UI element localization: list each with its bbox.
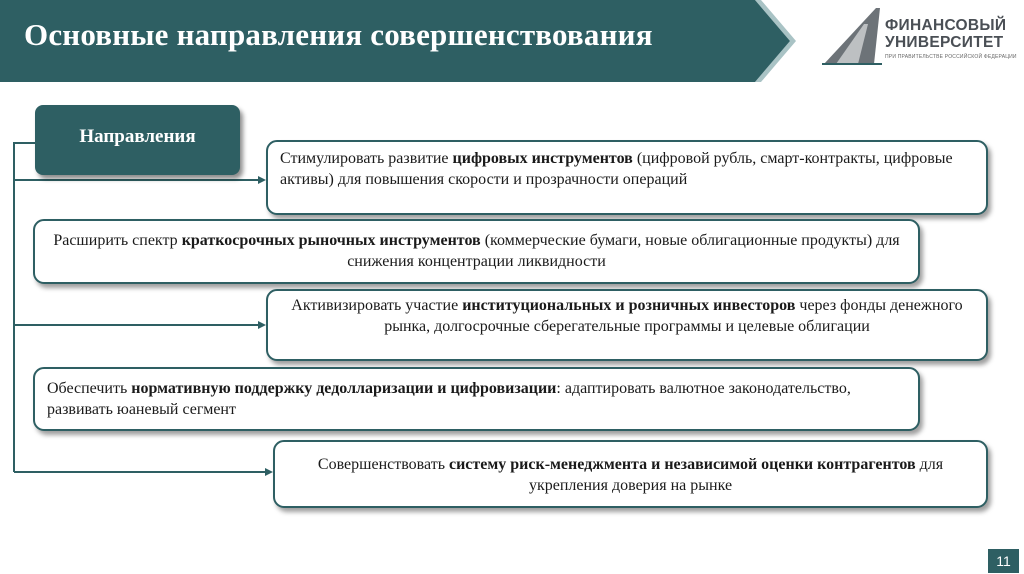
page-title: Основные направления совершенствования bbox=[24, 17, 653, 52]
logo-text-line1: ФИНАНСОВЫЙ bbox=[885, 17, 1007, 34]
card-3-text-post: через фонды денежного рынка, долгосрочные сберегательные программы и целевые облигации bbox=[384, 297, 963, 335]
directions-label: Направления bbox=[35, 105, 240, 175]
page-number: 11 bbox=[988, 549, 1019, 573]
card-5-text-bold: систему риск-менеджмента и независимой оценки контрагентов bbox=[448, 456, 916, 473]
direction-card-2 bbox=[33, 219, 920, 284]
direction-card-3 bbox=[266, 289, 988, 361]
card-3-text-pre: Активизировать участие bbox=[291, 297, 463, 314]
card-4-text-post: : адаптировать валютное законодательство, развивать юаневый сегмент bbox=[47, 380, 851, 418]
card-5-text-post: для укрепления доверия на рынке bbox=[528, 456, 944, 494]
card-5-text-pre: Совершенствовать bbox=[317, 456, 449, 473]
card-2-text-post: (коммерческие бумаги, новые облигационные продукты) для снижения концентрации ликвидности bbox=[347, 232, 900, 270]
card-2-text-pre: Расширить спектр bbox=[53, 232, 182, 249]
card-2-text-bold: краткосрочных рыночных инструментов bbox=[181, 232, 481, 249]
card-4-text-bold: нормативную поддержку дедолларизации и цифровизации bbox=[131, 380, 557, 397]
card-4-text-pre: Обеспечить bbox=[47, 380, 132, 397]
direction-card-1 bbox=[266, 140, 988, 215]
logo-subtitle: ПРИ ПРАВИТЕЛЬСТВЕ РОССИЙСКОЙ ФЕДЕРАЦИИ bbox=[885, 54, 1017, 60]
card-3-text-bold: институциональных и розничных инвесторов bbox=[462, 297, 796, 314]
logo-text-line2: УНИВЕРСИТЕТ bbox=[885, 34, 1004, 51]
card-1-text-post: (цифровой рубль, смарт-контракты, цифровые активы) для повышения скорости и прозрачности операций bbox=[280, 150, 953, 188]
direction-card-4 bbox=[33, 367, 920, 431]
card-1-text-pre: Стимулировать развитие bbox=[280, 150, 453, 167]
card-1-text-bold: цифровых инструментов bbox=[452, 150, 633, 167]
direction-card-5 bbox=[273, 440, 988, 508]
